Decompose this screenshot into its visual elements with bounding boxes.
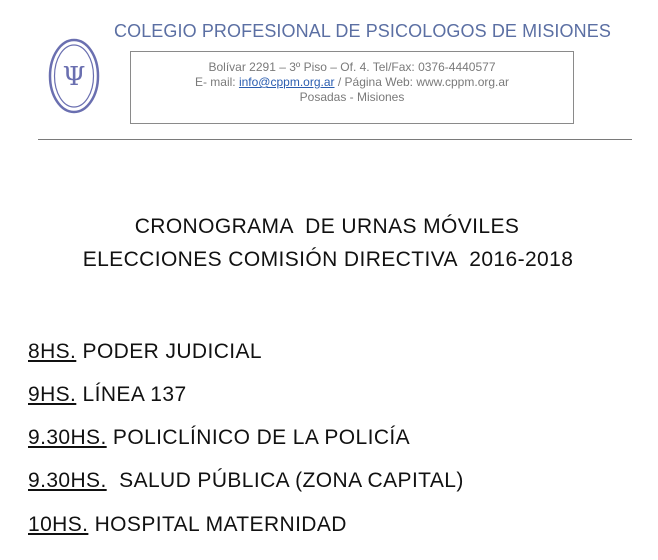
email-link[interactable]: info@cppm.org.ar	[238, 75, 335, 89]
psi-logo	[48, 38, 100, 114]
title-line-2: ELECCIONES COMISIÓN DIRECTIVA 2016-2018	[82, 248, 574, 271]
schedule-place: HOSPITAL MATERNIDAD	[88, 513, 347, 536]
schedule-place: POLICLÍNICO DE LA POLICÍA	[106, 426, 411, 449]
org-name: COLEGIO PROFESIONAL DE PSICOLOGOS DE MISIONES	[114, 21, 611, 41]
schedule-place: PODER JUDICIAL	[76, 340, 262, 363]
email-prefix: E- mail:	[194, 75, 239, 89]
schedule-time: 10HS.	[28, 513, 89, 536]
title-line-1: CRONOGRAMA DE URNAS MÓVILES	[134, 215, 520, 238]
psi-symbol: Ψ	[62, 62, 86, 92]
schedule-item	[28, 340, 262, 364]
schedule-item	[28, 513, 347, 537]
schedule-time: 9.30HS.	[28, 469, 107, 492]
schedule-time: 8HS.	[28, 340, 77, 363]
web-text: / Página Web: www.cppm.org.ar	[334, 75, 510, 89]
schedule-time: 9HS.	[28, 383, 77, 406]
header-divider	[38, 139, 632, 140]
contact-box	[130, 51, 574, 124]
schedule-item	[28, 426, 410, 450]
schedule-item	[28, 469, 464, 493]
address-line: Bolívar 2291 – 3º Piso – Of. 4. Tel/Fax: 0376-4440577	[208, 60, 496, 74]
schedule-item	[28, 383, 187, 407]
schedule-time: 9.30HS.	[28, 426, 107, 449]
email-web-line	[131, 75, 573, 90]
schedule-place: SALUD PÚBLICA (ZONA CAPITAL)	[106, 469, 464, 492]
schedule-place: LÍNEA 137	[76, 383, 187, 406]
city-line: Posadas - Misiones	[299, 90, 405, 104]
